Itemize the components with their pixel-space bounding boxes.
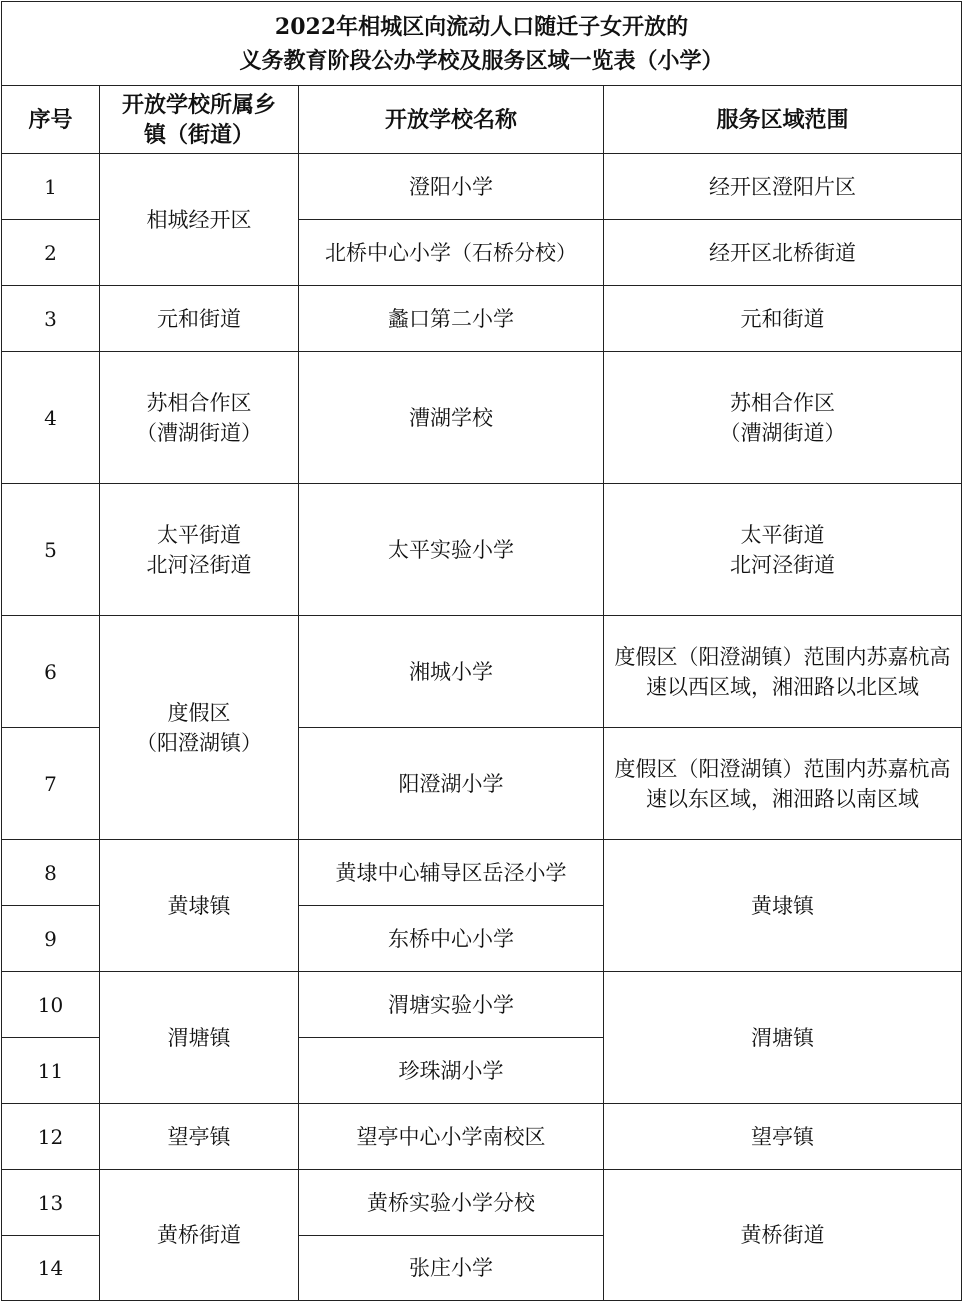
town-line-1: 度假区: [167, 700, 231, 725]
area-cell: 度假区（阳澄湖镇）范围内苏嘉杭高速以西区域，湘沺路以北区域: [604, 616, 962, 728]
town-cell: 相城经开区: [100, 154, 299, 286]
area-cell: 元和街道: [604, 286, 962, 352]
school-table: [1, 1, 962, 1301]
school-cell: 漕湖学校: [299, 352, 604, 484]
area-cell: 经开区澄阳片区: [604, 154, 962, 220]
row-seq: 11: [2, 1038, 100, 1104]
town-line-2: （阳澄湖镇）: [136, 730, 262, 755]
table-row: [2, 616, 962, 728]
school-cell: 湘城小学: [299, 616, 604, 728]
row-seq: 9: [2, 906, 100, 972]
header-town-line-1: 开放学校所属乡: [121, 91, 276, 118]
school-cell: 黄埭中心辅导区岳泾小学: [299, 840, 604, 906]
town-line-2: 北河泾街道: [146, 552, 252, 577]
row-seq: 2: [2, 220, 100, 286]
school-cell: 望亭中心小学南校区: [299, 1104, 604, 1170]
town-cell: [100, 352, 299, 484]
title-row: [2, 2, 962, 86]
row-seq: 6: [2, 616, 100, 728]
row-seq: 1: [2, 154, 100, 220]
area-cell: 黄桥街道: [604, 1170, 962, 1301]
row-seq: 12: [2, 1104, 100, 1170]
table-row: [2, 1170, 962, 1236]
table-row: [2, 972, 962, 1038]
school-cell: 珍珠湖小学: [299, 1038, 604, 1104]
town-cell: 元和街道: [100, 286, 299, 352]
school-cell: 东桥中心小学: [299, 906, 604, 972]
town-cell: [100, 616, 299, 840]
town-cell: 黄桥街道: [100, 1170, 299, 1301]
town-line-1: 太平街道: [157, 522, 241, 547]
area-cell: 望亭镇: [604, 1104, 962, 1170]
area-cell: 度假区（阳澄湖镇）范围内苏嘉杭高速以东区域，湘沺路以南区域: [604, 728, 962, 840]
area-cell: [604, 352, 962, 484]
header-seq: 序号: [2, 86, 100, 154]
row-seq: 3: [2, 286, 100, 352]
title-line-2: 义务教育阶段公办学校及服务区域一览表（小学）: [239, 47, 724, 74]
title-line-1: 2022年相城区向流动人口随迁子女开放的: [274, 13, 689, 40]
school-cell: 太平实验小学: [299, 484, 604, 616]
row-seq: 5: [2, 484, 100, 616]
school-cell: 黄桥实验小学分校: [299, 1170, 604, 1236]
area-cell: 黄埭镇: [604, 840, 962, 972]
area-cell: 经开区北桥街道: [604, 220, 962, 286]
header-row: [2, 86, 962, 154]
town-cell: [100, 484, 299, 616]
table-row: [2, 154, 962, 220]
town-cell: 黄埭镇: [100, 840, 299, 972]
header-town: [100, 86, 299, 154]
table-row: [2, 840, 962, 906]
area-line-1: 太平街道: [740, 522, 825, 547]
area-line-1: 苏相合作区: [730, 390, 835, 415]
area-line-2: （漕湖街道）: [719, 420, 846, 445]
area-cell: [604, 484, 962, 616]
town-line-1: 苏相合作区: [146, 390, 252, 415]
school-cell: 澄阳小学: [299, 154, 604, 220]
row-seq: 8: [2, 840, 100, 906]
area-cell: 渭塘镇: [604, 972, 962, 1104]
row-seq: 4: [2, 352, 100, 484]
row-seq: 7: [2, 728, 100, 840]
town-line-2: （漕湖街道）: [136, 420, 262, 445]
table-row: [2, 286, 962, 352]
table-row: [2, 484, 962, 616]
school-cell: 北桥中心小学（石桥分校）: [299, 220, 604, 286]
school-cell: 蠡口第二小学: [299, 286, 604, 352]
school-cell: 渭塘实验小学: [299, 972, 604, 1038]
area-line-2: 北河泾街道: [730, 552, 835, 577]
header-town-line-2: 镇（街道）: [143, 121, 254, 148]
table-row: [2, 352, 962, 484]
table-title: [2, 2, 962, 86]
row-seq: 13: [2, 1170, 100, 1236]
school-cell: 张庄小学: [299, 1236, 604, 1301]
town-cell: 渭塘镇: [100, 972, 299, 1104]
school-cell: 阳澄湖小学: [299, 728, 604, 840]
town-cell: 望亭镇: [100, 1104, 299, 1170]
header-area: 服务区域范围: [604, 86, 962, 154]
table-row: [2, 1104, 962, 1170]
row-seq: 10: [2, 972, 100, 1038]
header-school: 开放学校名称: [299, 86, 604, 154]
row-seq: 14: [2, 1236, 100, 1301]
